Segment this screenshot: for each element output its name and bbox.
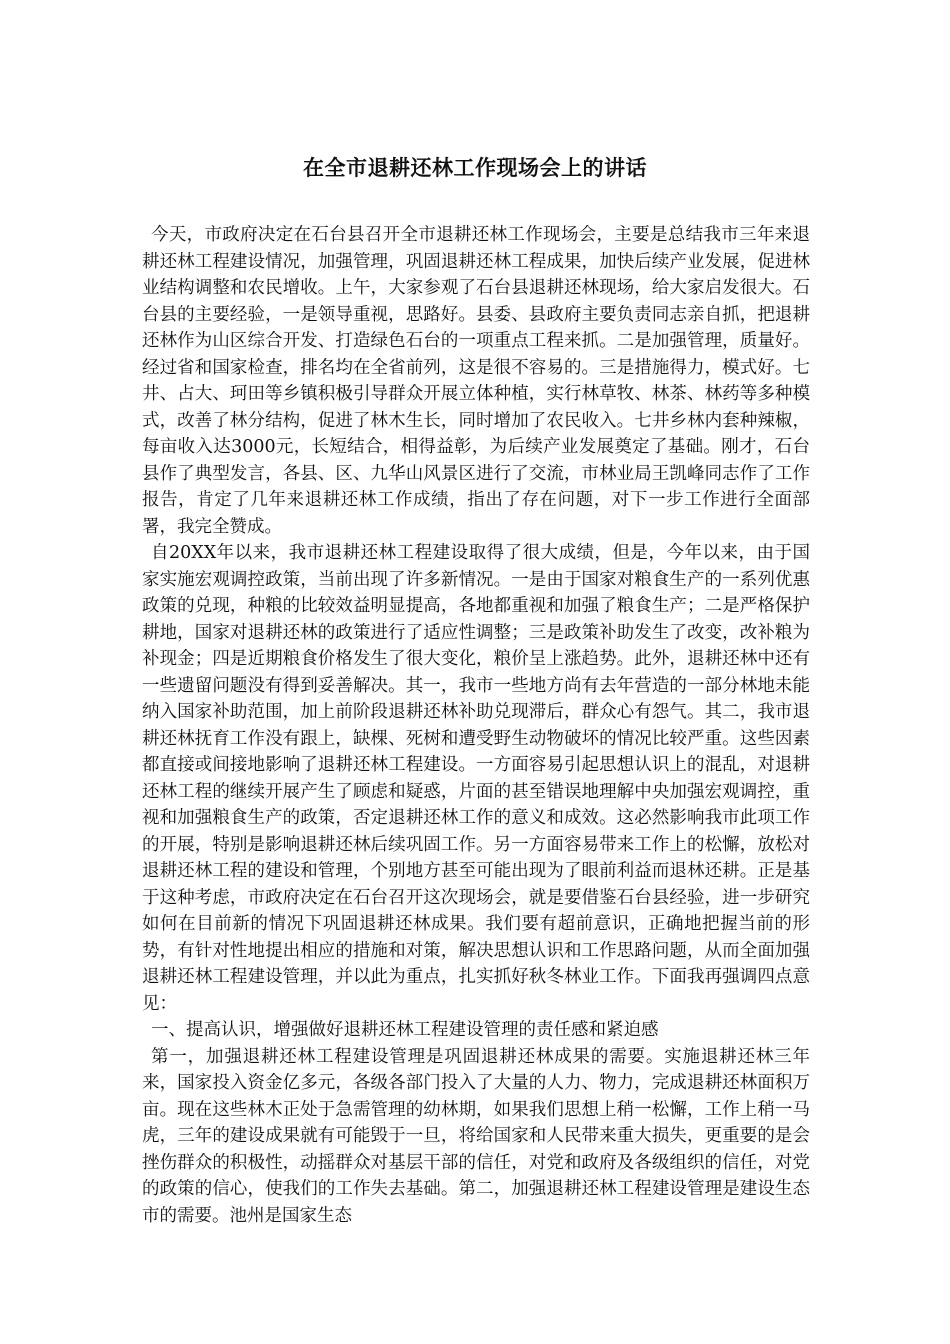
section-heading-1: 一、提高认识，增强做好退耕还林工程建设管理的责任感和紧迫感 [151,1020,659,1040]
paragraph-opening: 今天，市政府决定在石台县召开全市退耕还林工作现场会，主要是总结我市三年来退耕还林工程建设情况，加强管理，巩固退耕还林工程成果，加快后续产业发展，促进林业结构调整和农民增收。上午，大家参观了石台县退耕还林现场，给大家启发很大。石台县的主要经验，一是领导重视，思路好。县委、县政府主要负责同志亲自抓，把退耕还林作为山区综合开发、打造绿色石台的一项重点工程来抓。二是加强管理，质量好。经过省和国家检查，排名均在全省前列，这是很不容易的。三是措施得力，模式好。七井、占大、珂田等乡镇积极引导群众开展立体种植，实行林草牧、林茶、林药等多种模式，改善了林分结构，促进了林木生长，同时增加了农民收入。七井乡林内套种辣椒，每亩收入达3000元，长短结合，相得益彰，为后续产业发展奠定了基础。刚才，石台县作了典型发言，各县、区、九华山风景区进行了交流，市林业局王凯峰同志作了工作报告，肯定了几年来退耕还林工作成绩，指出了存在问题，对下一步工作进行全面部署，我完全赞成。 [142,225,810,537]
paragraph-situation: 自20XX年以来，我市退耕还林工程建设取得了很大成绩，但是，今年以来，由于国家实施宏观调控政策，当前出现了许多新情况。一是由于国家对粮食生产的一系列优惠政策的兑现，种粮的比较效益明显提高，各地都重视和加强了粮食生产；二是严格保护耕地，国家对退耕还林的政策进行了适应性调整；三是政策补助发生了改变，改补粮为补现金；四是近期粮食价格发生了很大变化，粮价呈上涨趋势。此外，退耕还林中还有一些遗留问题没有得到妥善解决。其一，我市一些地方尚有去年营造的一部分林地未能纳入国家补助范围，加上前阶段退耕还林补助兑现滞后，群众心有怨气。其二，我市退耕还林抚育工作没有跟上，缺棵、死树和遭受野生动物破坏的情况比较严重。这些因素都直接或间接地影响了退耕还林工程建设。一方面容易引起思想认识上的混乱，对退耕还林工程的继续开展产生了顾虑和疑惑，片面的甚至错误地理解中央加强宏观调控，重视和加强粮食生产的政策，否定退耕还林工作的意义和成效。这必然影响我市此项工作的开展，特别是影响退耕还林后续巩固工作。另一方面容易带来工作上的松懈，放松对退耕还林工程的建设和管理，个别地方甚至可能出现为了眼前利益而退林还耕。正是基于这种考虑，市政府决定在石台召开这次现场会，就是要借鉴石台县经验，进一步研究如何在目前新的情况下巩固退耕还林成果。我们要有超前意识，正确地把握当前的形势，有针对性地提出相应的措施和对策，解决思想认识和工作思路问题，从而全面加强退耕还林工程建设管理，并以此为重点，扎实抓好秋冬林业工作。下面我再强调四点意见： [142,543,810,1014]
paragraph-first-point: 第一，加强退耕还林工程建设管理是巩固退耕还林成果的需要。实施退耕还林三年来，国家投入资金亿多元，各级各部门投入了大量的人力、物力，完成退耕还林面积万亩。现在这些林木正处于急需管理的幼林期，如果我们思想上稍一松懈，工作上稍一马虎，三年的建设成果就有可能毁于一旦，将给国家和人民带来重大损失，更重要的是会挫伤群众的积极性，动摇群众对基层干部的信任，对党和政府及各级组织的信任，对党的政策的信心，使我们的工作失去基础。第二，加强退耕还林工程建设管理是建设生态市的需要。池州是国家生态 [142,1046,810,1226]
document-title: 在全市退耕还林工作现场会上的讲话 [303,155,647,181]
document-body [142,222,810,1229]
